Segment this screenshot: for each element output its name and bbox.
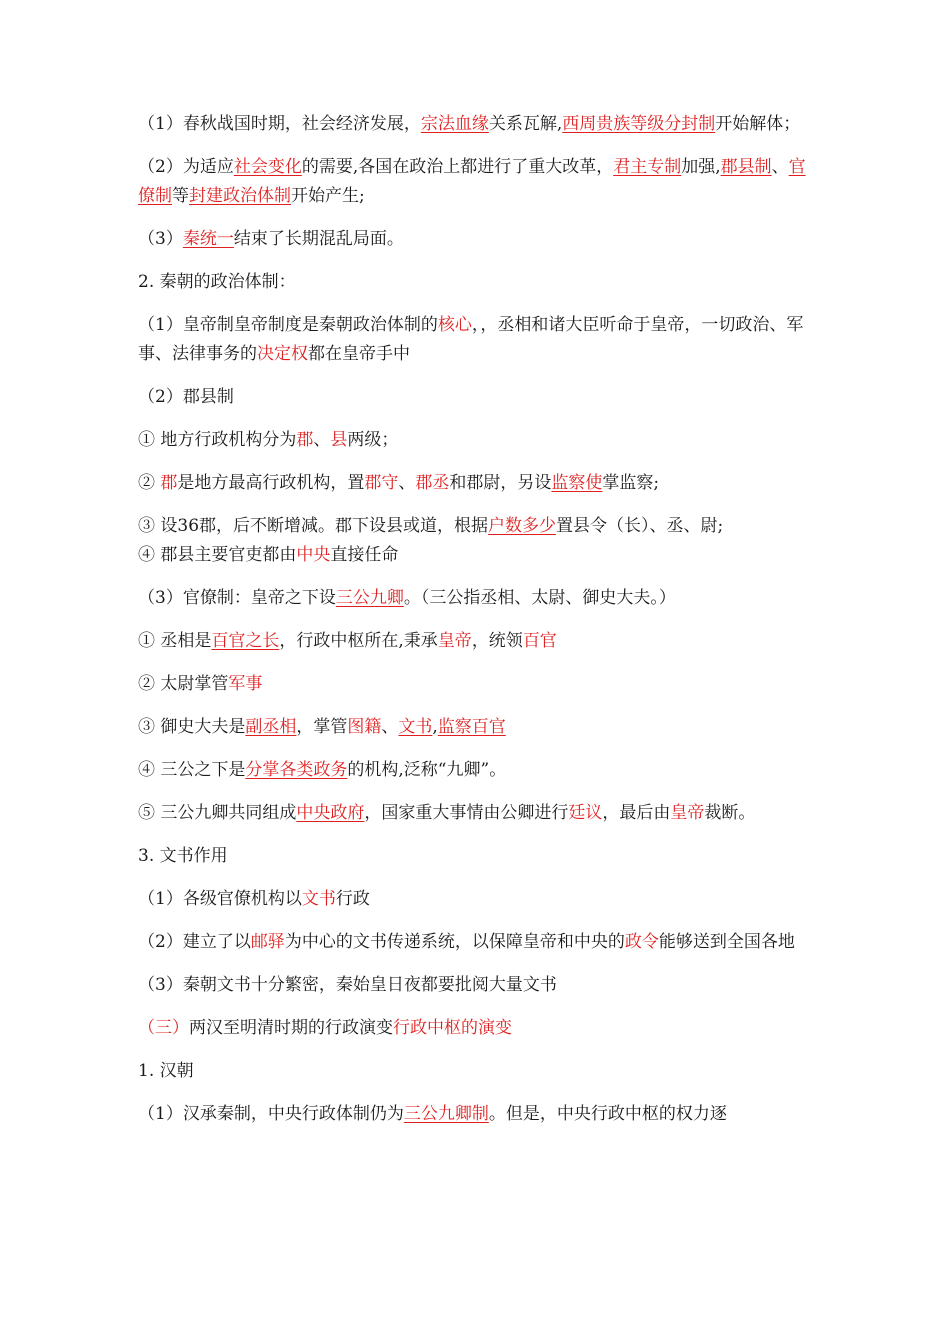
highlighted-term: 县 [330,430,348,450]
text-segment: （1）春秋战国时期，社会经济发展， [138,114,421,134]
text-segment: 、 [381,717,399,737]
highlighted-term: 监察百官 [437,717,506,737]
text-segment: 的需要,各国在政治上都进行了重大改革， [301,157,614,177]
paragraph [138,971,818,1000]
text-segment: ① 地方行政机构分为 [138,430,297,450]
text-segment: 3. 文书作用 [138,846,228,866]
subsection-heading [138,383,818,412]
text-segment: （2）为适应 [138,157,234,177]
highlighted-term: 封建政治体制 [189,186,291,206]
text-segment: 、 [398,473,416,493]
list-item [138,469,818,498]
highlighted-term: 郡守 [364,473,399,493]
highlighted-term: 郡丞 [415,473,450,493]
highlighted-term: 文书 [301,889,336,909]
text-segment: ，统领 [471,631,523,651]
text-segment: 和郡尉，另设 [449,473,552,493]
highlighted-term: 百官之长 [211,631,280,651]
text-segment: （3） [138,229,183,249]
highlighted-term: 副丞相 [245,717,297,737]
highlighted-term: 西周贵族等级分封制 [562,114,716,134]
text-segment: 都在皇帝手中 [308,344,410,364]
text-segment: 直接任命 [330,545,399,565]
text-segment: 结束了长期混乱局面。 [233,229,404,249]
text-segment: ② 太尉掌管 [138,674,229,694]
highlighted-term: 廷议 [568,803,603,823]
text-segment: ③ 设36郡，后不断增减。郡下设县或道，根据 [138,516,489,536]
text-segment: 开始解体； [715,114,801,134]
text-segment: 是地方最高行政机构，置 [177,473,365,493]
highlighted-term: （三） [138,1018,189,1038]
highlighted-term: 中央政府 [296,803,365,823]
text-segment: ④ 郡县主要官吏都由 [138,545,297,565]
highlighted-term: 君主专制 [613,157,682,177]
highlighted-term: 图籍 [347,717,382,737]
text-segment: 开始产生; [291,186,365,206]
paragraph [138,110,818,139]
text-segment: ，最后由 [602,803,671,823]
list-item [138,627,818,656]
text-segment: （1）汉承秦制，中央行政体制仍为 [138,1104,404,1124]
text-segment: ，，丞相和诸大臣听命于皇帝，一切政治、军事、法律事务的 [138,315,804,364]
list-item [138,756,818,785]
list-item [138,541,818,570]
text-segment: ④ 三公之下是 [138,760,246,780]
text-segment: 、 [771,157,789,177]
text-segment: 为中心的文书传递系统，以保障皇帝和中央的 [284,932,625,952]
highlighted-term: 郡 [296,430,314,450]
text-segment: 的机构,泛称“九卿”。 [347,760,507,780]
text-segment: （3）秦朝文书十分繁密，秦始皇日夜都要批阅大量文书 [138,975,557,995]
text-segment: , [432,717,438,737]
text-segment: 行政 [335,889,370,909]
list-item [138,713,818,742]
text-segment: ，掌管 [296,717,348,737]
paragraph [138,153,818,211]
text-segment: （1）皇帝制皇帝制度是秦朝政治体制的 [138,315,438,335]
highlighted-term: 郡 [160,473,178,493]
section-heading [138,842,818,871]
highlighted-term: 三公九卿 [335,588,404,608]
text-segment: 。（三公指丞相、太尉、御史大夫。） [403,588,676,608]
text-segment: 2. 秦朝的政治体制： [138,272,296,292]
section-heading [138,1057,818,1086]
text-segment: （2）建立了以 [138,932,251,952]
paragraph [138,1100,818,1129]
list-item [138,512,818,541]
text-segment: 能够送到全国各地 [658,932,795,952]
highlighted-term: 秦统一 [182,229,234,249]
text-segment: ③ 御史大夫是 [138,717,246,737]
highlighted-term: 中央 [296,545,331,565]
text-segment: 1. 汉朝 [138,1061,194,1081]
highlighted-term: 宗法血缘 [420,114,489,134]
text-segment: 裁断。 [704,803,756,823]
paragraph [138,311,818,369]
text-segment: 。但是，中央行政中枢的权力逐 [488,1104,727,1124]
highlighted-term: 三公九卿制 [403,1104,489,1124]
highlighted-term: 文书 [398,717,433,737]
paragraph [138,928,818,957]
highlighted-term: 行政中枢的演变 [393,1018,512,1038]
highlighted-term: 社会变化 [233,157,302,177]
text-segment: ，行政中枢所在,秉承 [279,631,438,651]
text-segment: （1）各级官僚机构以 [138,889,302,909]
highlighted-term: 皇帝 [670,803,705,823]
highlighted-term: 政令 [624,932,659,952]
highlighted-term: 百官 [522,631,557,651]
list-item [138,426,818,455]
text-segment: 、 [313,430,331,450]
highlighted-term: 邮驿 [250,932,285,952]
text-segment: 关系瓦解, [488,114,563,134]
text-segment: 两级； [347,430,399,450]
highlighted-term: 户数多少 [488,516,557,536]
document-page [138,110,818,1143]
highlighted-term: 监察使 [551,473,603,493]
highlighted-term: 决定权 [257,344,308,364]
highlighted-term: 皇帝 [437,631,472,651]
text-segment: ② [138,473,161,493]
text-segment: （2）郡县制 [138,387,234,407]
highlighted-term: 郡县制 [720,157,772,177]
list-item [138,670,818,699]
section-heading [138,268,818,297]
list-item [138,799,818,828]
highlighted-term: 军事 [228,674,263,694]
text-segment: ① 丞相是 [138,631,212,651]
chapter-heading [138,1014,818,1043]
highlighted-term: 核心 [437,315,472,335]
text-segment: 等 [172,186,189,206]
highlighted-term: 分掌各类政务 [245,760,348,780]
subsection-heading [138,584,818,613]
text-segment: 两汉至明清时期的行政演变 [189,1018,393,1038]
highlighted-term: 官僚制 [138,157,806,206]
text-segment: 加强, [681,157,721,177]
text-segment: ⑤ 三公九卿共同组成 [138,803,297,823]
text-segment: 置县令（长）、丞、尉; [556,516,724,536]
text-segment: （3）官僚制：皇帝之下设 [138,588,336,608]
text-segment: ，国家重大事情由公卿进行 [364,803,569,823]
text-segment: 掌监察; [602,473,660,493]
paragraph [138,225,818,254]
paragraph [138,885,818,914]
